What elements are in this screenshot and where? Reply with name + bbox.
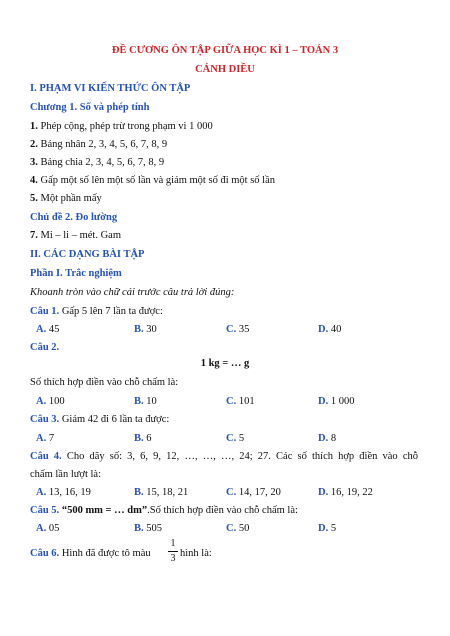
list-item: 7. Mi – li – mét. Gam [30,230,121,241]
question-6-tail: hình là: [180,548,212,559]
fraction-denominator: 3 [170,553,176,564]
chapter-heading-2: Chủ đề 2. Đo lường [30,212,118,223]
option-b: B. 10 [134,396,157,407]
option-a: A. 05 [36,523,60,534]
option-a: A. 45 [36,324,60,335]
option-d: D. 1 000 [318,396,355,407]
question-1: Câu 1. Gấp 5 lên 7 lần ta được: [30,306,163,317]
section-heading-1: I. PHẠM VI KIẾN THỨC ÔN TẬP [30,83,191,94]
option-c: C. 5 [226,433,245,444]
question-2-text: Số thích hợp điền vào chỗ chấm là: [30,377,179,388]
chapter-heading-1: Chương 1. Số và phép tính [30,102,150,113]
option-d: D. 5 [318,523,337,534]
list-item: 2. Bảng nhân 2, 3, 4, 5, 6, 7, 8, 9 [30,139,168,150]
question-2-formula: 1 kg = … g [200,358,250,369]
option-c: C. 35 [226,324,250,335]
fraction-bar [168,551,178,552]
list-item: 5. Một phần mấy [30,193,102,204]
section-heading-2: II. CÁC DẠNG BÀI TẬP [30,249,145,260]
question-3: Câu 3. Giảm 42 đi 6 lần ta được: [30,414,170,425]
list-item: 3. Bảng chia 2, 3, 4, 5, 6, 7, 8, 9 [30,157,165,168]
question-6: Câu 6. Hình đã được tô màu [30,548,151,559]
question-5: Câu 5. “500 mm = … dm”.Số thích hợp điền vào chỗ chấm là: [30,505,298,516]
option-a: A. 100 [36,396,65,407]
option-c: C. 50 [226,523,250,534]
question-2-label: Câu 2. [30,342,60,353]
question-4-line1: Câu 4. Cho dãy số: 3, 6, 9, 12, …, …, …, 24; 27. Các số thích hợp điền vào chỗ [30,451,418,462]
option-a: A. 13, 16, 19 [36,487,91,498]
option-b: B. 15, 18, 21 [134,487,189,498]
document-subtitle: CÁNH DIỀU [195,64,255,75]
option-b: B. 505 [134,523,163,534]
list-item: 4. Gấp một số lên một số lần và giảm một số đi một số lần [30,175,275,186]
document-title: ĐỀ CƯƠNG ÔN TẬP GIỮA HỌC KÌ 1 – TOÁN 3 [111,45,339,56]
part-heading: Phần I. Trắc nghiệm [30,268,122,279]
option-d: D. 8 [318,433,337,444]
instruction: Khoanh tròn vào chữ cái trước câu trả lời đúng: [30,287,235,298]
option-d: D. 16, 19, 22 [318,487,373,498]
option-b: B. 30 [134,324,157,335]
option-c: C. 101 [226,396,255,407]
option-d: D. 40 [318,324,342,335]
list-item: 1. Phép cộng, phép trừ trong phạm vi 1 000 [30,121,213,132]
option-b: B. 6 [134,433,152,444]
option-c: C. 14, 17, 20 [226,487,281,498]
option-a: A. 7 [36,433,55,444]
fraction-numerator: 1 [170,538,176,549]
question-4-line2: chấm lần lượt là: [30,469,102,480]
